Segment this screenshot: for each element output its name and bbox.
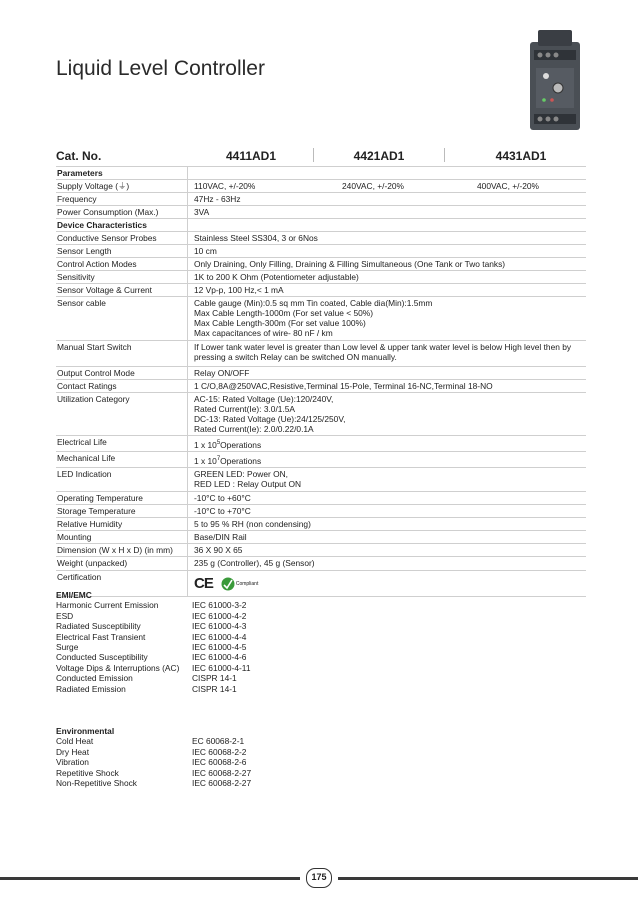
spec-value — [187, 219, 586, 231]
spec-label: Mechanical Life — [57, 453, 116, 463]
spec-value: Base/DIN Rail — [187, 531, 586, 543]
env-test-name: Vibration — [56, 757, 89, 768]
spec-label: Sensor Length — [57, 246, 112, 256]
page-title: Liquid Level Controller — [56, 57, 265, 80]
model-4411AD1: 4411AD1 — [225, 149, 277, 163]
spec-label: Sensitivity — [57, 272, 95, 282]
spec-value: Stainless Steel SS304, 3 or 6Nos — [187, 232, 586, 244]
column-separator — [313, 148, 314, 162]
spec-row — [56, 271, 586, 284]
spec-value: If Lower tank water level is greater than Low level & upper tank water level is below High level then by pressing a switch Relay can be switched ON manually. — [187, 341, 586, 366]
spec-label: Parameters — [57, 168, 103, 178]
env-standard: EC 60068-2-1 — [192, 736, 245, 747]
emi-test-name: Voltage Dips & Interruptions (AC) — [56, 662, 180, 673]
model-4431AD1: 4431AD1 — [495, 149, 547, 163]
ce-mark-icon: CE — [194, 574, 213, 592]
spec-rows — [56, 166, 586, 597]
spec-row — [56, 544, 586, 557]
spec-label: Frequency — [57, 194, 97, 204]
env-standard: IEC 60068-2-27 — [192, 778, 252, 789]
env-test-name: Non-Repetitive Shock — [56, 778, 137, 789]
spec-row — [56, 505, 586, 518]
spec-value: 36 X 90 X 65 — [187, 544, 586, 556]
emi-test-name: Radiated Susceptibility — [56, 621, 141, 632]
spec-value: Cable gauge (Min):0.5 sq mm Tin coated, Cable dia(Min):1.5mm Max Cable Length-1000m (For set value < 50%) Max Cable Length-300m (For set value 100%) Max capacitances of wire- 80 nF / km — [187, 297, 586, 340]
spec-row — [56, 219, 586, 232]
spec-value: 3VA — [187, 206, 586, 218]
env-item — [56, 778, 356, 788]
emi-test-name: Harmonic Current Emission — [56, 600, 159, 611]
emi-item — [56, 642, 356, 652]
spec-label: Manual Start Switch — [57, 342, 132, 352]
env-item — [56, 768, 356, 778]
spec-row — [56, 232, 586, 245]
env-test-name: Cold Heat — [56, 736, 94, 747]
env-test-name: Dry Heat — [56, 746, 90, 757]
emi-item — [56, 600, 356, 610]
spec-label: Supply Voltage (⏚) — [57, 181, 130, 191]
emi-test-name: Conducted Emission — [56, 673, 133, 684]
spec-label: Utilization Category — [57, 394, 130, 404]
spec-row — [56, 193, 586, 206]
rohs-text: Compliant — [235, 580, 259, 587]
spec-value: 110VAC, +/-20% — [194, 181, 256, 191]
emi-standard: CISPR 14-1 — [192, 673, 237, 684]
emi-standard: CISPR 14-1 — [192, 683, 237, 694]
column-separator — [444, 148, 445, 162]
spec-value: 1 x $10^7Operations$ — [187, 452, 586, 467]
spec-label: LED Indication — [57, 469, 112, 479]
spec-value: 5 to 95 % RH (non condensing) — [187, 518, 586, 530]
spec-label: Device Characteristics — [57, 220, 147, 230]
spec-label: Certification — [57, 572, 102, 582]
spec-row — [56, 531, 586, 544]
env-header: Environmental — [56, 726, 115, 736]
emi-header: EMI/EMC — [56, 590, 92, 600]
spec-value: Only Draining, Only Filling, Draining & Filling Simultaneous (One Tank or Two tanks) — [187, 258, 586, 270]
rohs-badge-icon — [221, 577, 259, 591]
emi-item — [56, 684, 356, 694]
emi-standard: IEC 61000-4-5 — [192, 642, 247, 653]
spec-label: Sensor Voltage & Current — [57, 285, 152, 295]
spec-row — [56, 258, 586, 271]
spec-row — [56, 180, 586, 193]
spec-label: Control Action Modes — [57, 259, 137, 269]
spec-value: -10°C to +70°C — [187, 505, 586, 517]
emi-standard: IEC 61000-4-3 — [192, 621, 247, 632]
spec-value: 1 x $10^5Operations$ — [187, 436, 586, 451]
spec-value: 240VAC, +/-20% — [342, 181, 404, 191]
spec-label: Conductive Sensor Probes — [57, 233, 157, 243]
env-item — [56, 736, 356, 746]
model-4421AD1: 4421AD1 — [353, 149, 405, 163]
emi-test-name: Conducted Susceptibility — [56, 652, 148, 663]
spec-value: 1 C/O,8A@250VAC,Resistive,Terminal 15-Pole, Terminal 16-NC,Terminal 18-NO — [187, 380, 586, 392]
spec-row — [56, 468, 586, 492]
emi-item — [56, 673, 356, 683]
spec-row — [56, 380, 586, 393]
emi-emc-section — [56, 590, 356, 694]
spec-label: Power Consumption (Max.) — [57, 207, 159, 217]
emi-test-name: Radiated Emission — [56, 683, 126, 694]
env-standard: IEC 60068-2-27 — [192, 767, 252, 778]
spec-label: Sensor cable — [57, 298, 106, 308]
spec-row — [56, 518, 586, 531]
spec-row — [56, 436, 586, 452]
emi-item — [56, 621, 356, 631]
spec-label: Dimension (W x H x D) (in mm) — [57, 545, 173, 555]
environmental-section — [56, 726, 356, 788]
product-image — [524, 28, 586, 136]
spec-value: 12 Vp-p, 100 Hz,< 1 mA — [187, 284, 586, 296]
spec-value: AC-15: Rated Voltage (Ue):120/240V, Rated Current(Ie): 3.0/1.5A DC-13: Rated Voltage (Ue):24/125/250V, Rated Current(Ie): 2.0/0.22/0.1A — [187, 393, 586, 435]
spec-row — [56, 284, 586, 297]
spec-value: 1K to 200 K Ohm (Potentiometer adjustable) — [187, 271, 586, 283]
env-item — [56, 747, 356, 757]
spec-row — [56, 341, 586, 367]
emi-test-name: Surge — [56, 642, 79, 653]
emi-item — [56, 611, 356, 621]
emi-standard: IEC 61000-4-2 — [192, 610, 247, 621]
emi-item — [56, 663, 356, 673]
spec-value: Relay ON/OFF — [187, 367, 586, 379]
spec-value: 47Hz - 63Hz — [187, 193, 586, 205]
spec-row — [56, 297, 586, 341]
spec-row — [56, 492, 586, 505]
spec-row — [56, 166, 586, 180]
spec-label: Output Control Mode — [57, 368, 135, 378]
spec-value — [187, 167, 586, 179]
spec-label: Electrical Life — [57, 437, 107, 447]
spec-value: GREEN LED: Power ON, RED LED : Relay Output ON — [187, 468, 586, 491]
footer-rule-right — [338, 877, 638, 880]
emi-standard: IEC 61000-4-4 — [192, 631, 247, 642]
spec-label: Weight (unpacked) — [57, 558, 128, 568]
env-standard: IEC 60068-2-2 — [192, 746, 247, 757]
spec-label: Contact Ratings — [57, 381, 117, 391]
spec-row — [56, 393, 586, 436]
spec-row — [56, 245, 586, 258]
catalog-label: Cat. No. — [56, 149, 102, 163]
spec-label: Mounting — [57, 532, 92, 542]
spec-values — [187, 180, 586, 192]
emi-test-name: ESD — [56, 610, 74, 621]
emi-standard: IEC 61000-4-6 — [192, 652, 247, 663]
emi-standard: IEC 61000-3-2 — [192, 600, 247, 611]
page-number: 175 — [306, 868, 332, 888]
env-test-name: Repetitive Shock — [56, 767, 119, 778]
env-item — [56, 757, 356, 767]
footer-rule-left — [0, 877, 300, 880]
spec-table — [56, 144, 586, 597]
spec-value: 235 g (Controller), 45 g (Sensor) — [187, 557, 586, 570]
spec-label: Storage Temperature — [57, 506, 136, 516]
catalog-header-row — [56, 144, 586, 166]
env-standard: IEC 60068-2-6 — [192, 757, 247, 768]
emi-standard: IEC 61000-4-11 — [192, 662, 251, 673]
emi-item — [56, 632, 356, 642]
spec-label: Operating Temperature — [57, 493, 143, 503]
spec-row — [56, 452, 586, 468]
spec-value: -10°C to +60°C — [187, 492, 586, 504]
spec-row — [56, 557, 586, 571]
spec-row — [56, 367, 586, 380]
spec-value: 400VAC, +/-20% — [477, 181, 539, 191]
spec-value: 10 cm — [187, 245, 586, 257]
spec-label: Relative Humidity — [57, 519, 123, 529]
emi-item — [56, 652, 356, 662]
spec-row — [56, 206, 586, 219]
emi-test-name: Electrical Fast Transient — [56, 631, 146, 642]
